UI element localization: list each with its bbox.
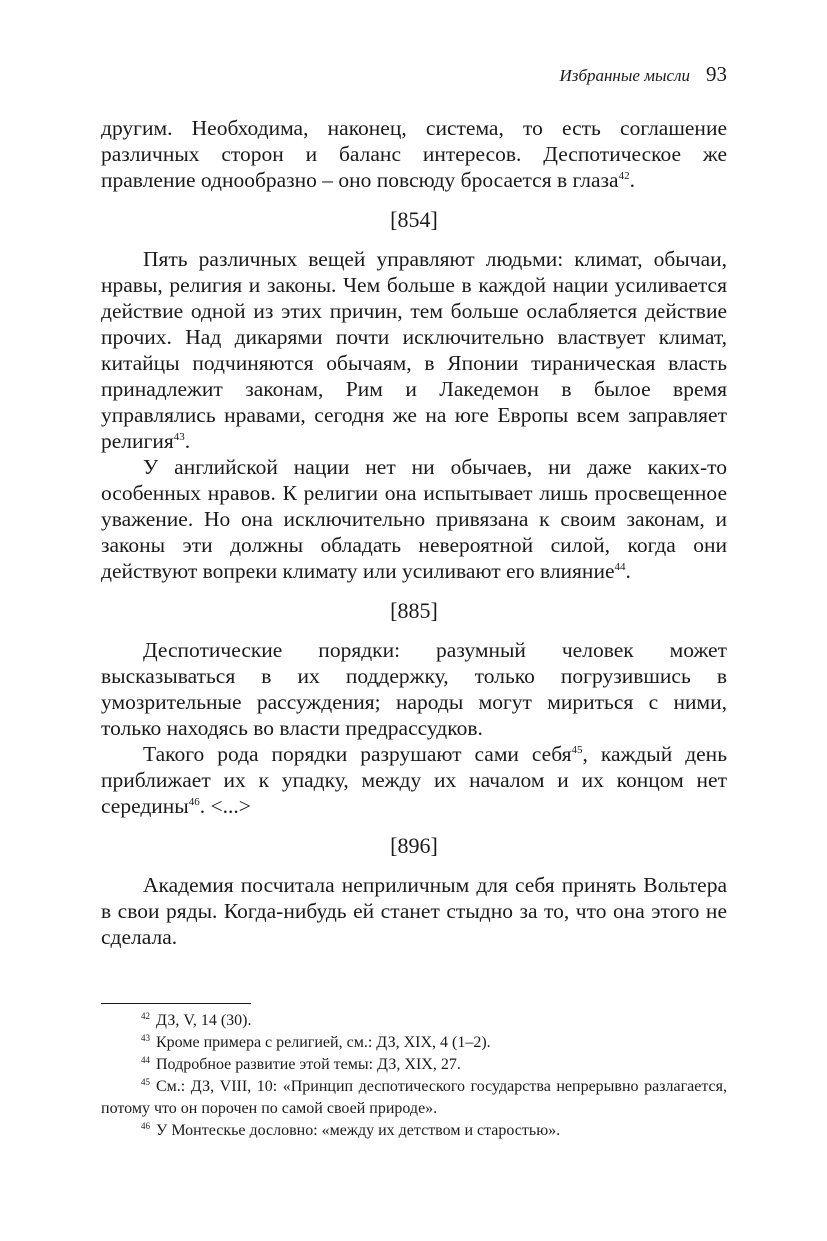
- footnote-divider: [101, 1003, 251, 1004]
- paragraph: Деспотические порядки: разумный человек может высказываться в их поддержку, только погрузившись в умозрительные рассуждения; народы могут мириться с ними, только находясь во власти предрассудков.: [101, 638, 727, 740]
- footnote: $^{42}$ ДЗ, V, 14 (30).: [141, 1010, 252, 1029]
- footnotes: [101, 1010, 727, 1142]
- footnote: $^{45}$ См.: ДЗ, VIII, 10: «Принцип деспотического государства непрерывно разлагается, потому что он порочен по самой своей природе».: [101, 1076, 727, 1117]
- page-number: 93: [706, 62, 727, 86]
- section-number: [896]: [390, 833, 438, 858]
- footnote-ref: 43: [173, 430, 185, 443]
- paragraph: Академия посчитала неприличным для себя принять Вольтера в свои ряды. Когда-нибудь ей станет стыдно за то, что она этого не сделала.: [101, 873, 727, 949]
- footnote-ref: 46: [188, 795, 200, 808]
- paragraph: Пять различных вещей управляют людьми: климат, обычаи, нравы, религия и законы. Чем больше в каждой нации усиливается действие одной из этих причин, тем больше ослабляется действие прочих. Над дикарями почти исключительно властвует климат, китайцы подчиняются обычаям, в Японии тираническая власть принадлежит законам, Рим и Лакедемон в былое время управлялись нравами, сегодня же на юге Европы всем заправляет религия$^{43}$.: [101, 247, 727, 453]
- paragraph: У английской нации нет ни обычаев, ни даже каких-то особенных нравов. К религии она испытывает лишь просвещенное уважение. Но она исключительно привязана к своим законам, и законы эти должны обладать невероятной силой, когда они действуют вопреки климату или усиливают его влияние$^{44}$.: [101, 455, 727, 583]
- footnote-ref: 42: [618, 169, 630, 182]
- footnote: $^{44}$ Подробное развитие этой темы: ДЗ, XIX, 27.: [141, 1054, 461, 1073]
- footnote: $^{46}$ У Монтескье дословно: «между их детством и старостью».: [141, 1120, 561, 1139]
- section-number: [854]: [390, 207, 438, 232]
- main-text: [101, 115, 727, 950]
- carryover-paragraph: другим. Необходима, наконец, система, то есть соглашение различных сторон и баланс интересов. Деспотическое же правление однообразно – оно повсюду бросается в глаза$^{42}$.: [101, 116, 727, 192]
- footnote: $^{43}$ Кроме примера с религией, см.: ДЗ, XIX, 4 (1–2).: [141, 1032, 491, 1051]
- footnote-ref: 45: [571, 743, 583, 756]
- running-head-title: Избранные мысли: [559, 66, 690, 85]
- paragraph: Такого рода порядки разрушают сами себя$^{45}$, каждый день приближает их к упадку, между их началом и их концом нет середины$^{46}$. <...>: [101, 742, 727, 818]
- footnote-ref: 44: [614, 560, 626, 573]
- section-number: [885]: [390, 598, 438, 623]
- running-head: [560, 62, 727, 87]
